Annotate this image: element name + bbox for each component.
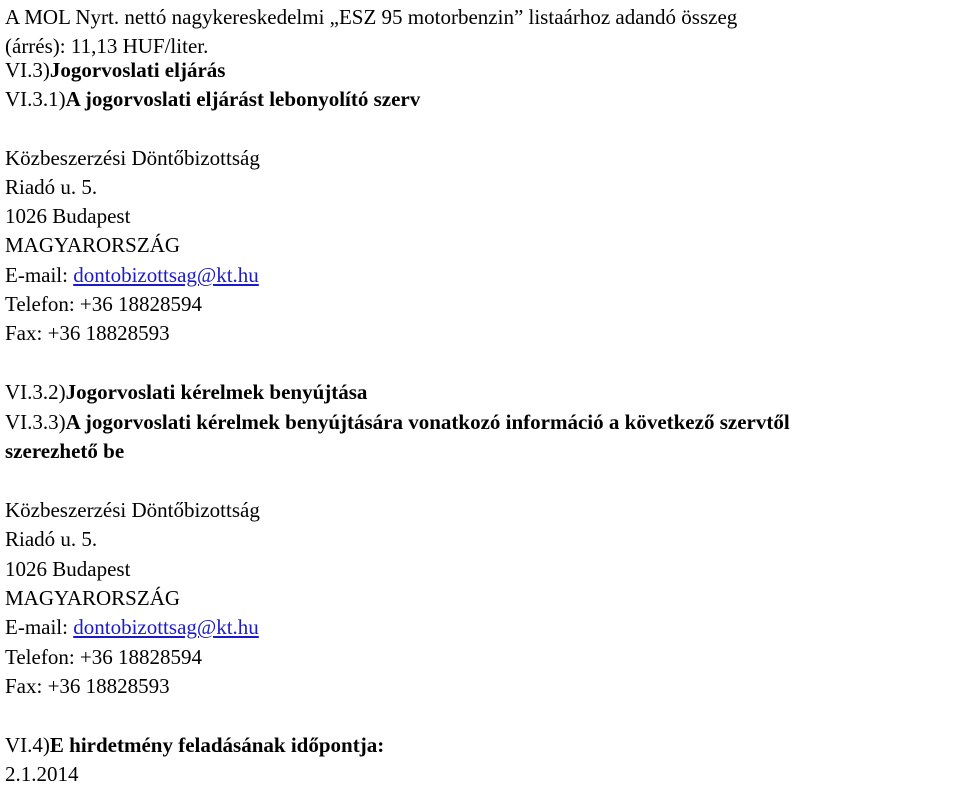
body1-street: Riadó u. 5. [5, 175, 98, 199]
section-title: Jogorvoslati eljárás [49, 58, 226, 82]
section-vi-3-heading [5, 57, 225, 83]
body1-org: Közbeszerzési Döntőbizottság [5, 146, 260, 170]
body2-street: Riadó u. 5. [5, 527, 98, 551]
body1-email-line [5, 262, 259, 288]
body2-country: MAGYARORSZÁG [5, 586, 181, 610]
body1-city: 1026 Budapest [5, 204, 131, 228]
section-vi-3-2-heading [5, 379, 367, 405]
section-vi-3-3-heading [5, 409, 790, 435]
body2-phone: Telefon: +36 18828594 [5, 645, 203, 669]
intro-line-2: (árrés): 11,13 HUF/liter. [5, 34, 209, 58]
section-number: VI.3) [5, 58, 50, 82]
section-vi-4-heading [5, 732, 384, 758]
section-number: VI.4) [5, 733, 50, 757]
body2-org: Közbeszerzési Döntőbizottság [5, 498, 260, 522]
section-number: VI.3.1) [5, 87, 66, 111]
email-link[interactable]: dontobizottsag@kt.hu [73, 615, 259, 639]
email-link[interactable]: dontobizottsag@kt.hu [73, 263, 259, 287]
body2-fax: Fax: +36 18828593 [5, 674, 170, 698]
email-label: E-mail: [5, 263, 74, 287]
section-vi-3-1-heading [5, 86, 420, 112]
body2-email-line [5, 614, 259, 640]
section-title-line-2: szerezhető be [5, 439, 125, 463]
section-title: E hirdetmény feladásának időpontja: [49, 733, 385, 757]
section-number: VI.3.3) [5, 410, 66, 434]
body2-city: 1026 Budapest [5, 557, 131, 581]
section-number: VI.3.2) [5, 380, 66, 404]
email-label: E-mail: [5, 615, 74, 639]
section-title-line-1: A jogorvoslati kérelmek benyújtására vonatkozó információ a következő szervtől [65, 410, 790, 434]
section-title: Jogorvoslati kérelmek benyújtása [65, 380, 368, 404]
body1-fax: Fax: +36 18828593 [5, 321, 170, 345]
body1-country: MAGYARORSZÁG [5, 233, 181, 257]
body1-phone: Telefon: +36 18828594 [5, 292, 203, 316]
section-title: A jogorvoslati eljárást lebonyolító szerv [65, 87, 421, 111]
publication-date: 2.1.2014 [5, 762, 79, 786]
intro-line-1: A MOL Nyrt. nettó nagykereskedelmi „ESZ 95 motorbenzin” listaárhoz adandó összeg [5, 5, 738, 29]
